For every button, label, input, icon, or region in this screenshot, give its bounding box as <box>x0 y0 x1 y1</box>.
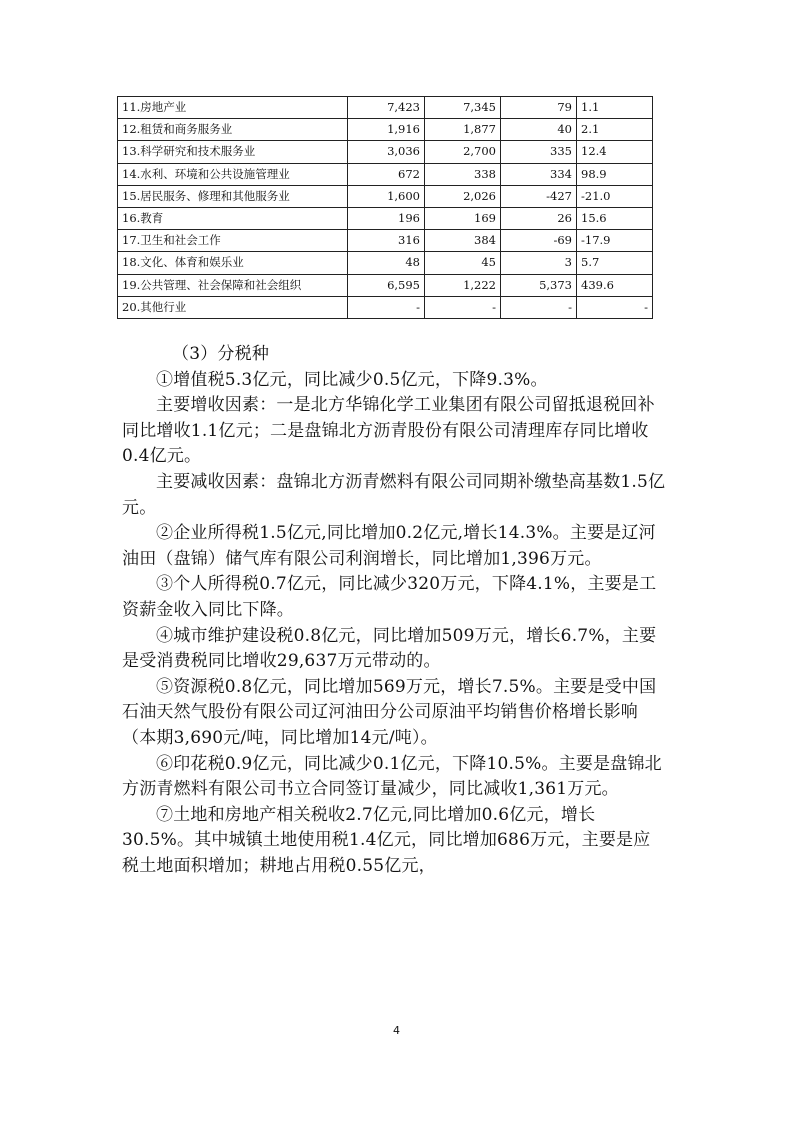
value-current: - <box>348 296 425 318</box>
paragraph-increase-factors: 主要增收因素：一是北方华锦化学工业集团有限公司留抵退税回补同比增收1.1亿元；二是盘锦北方沥青股份有限公司清理库存同比增收0.4亿元。 <box>122 395 655 467</box>
value-change: 5,373 <box>501 274 577 296</box>
table-row <box>118 230 653 252</box>
paragraph-stamp-tax: ⑥印花税0.9亿元，同比减少0.1亿元，下降10.5%。主要是盘锦北方沥青燃料有限公司书立合同签订量减少，同比减收1,361万元。 <box>122 753 662 800</box>
value-percent: 98.9 <box>577 163 653 185</box>
value-previous: 384 <box>425 230 501 252</box>
paragraph-vat: ①增值税5.3亿元，同比减少0.5亿元，下降9.3%。 <box>156 369 548 390</box>
row-label: 13.科学研究和技术服务业 <box>118 141 348 163</box>
table-row <box>118 141 653 163</box>
value-percent: -21.0 <box>577 185 653 207</box>
value-change: 40 <box>501 119 577 141</box>
value-previous: 338 <box>425 163 501 185</box>
paragraph-decrease-factors: 主要减收因素：盘锦北方沥青燃料有限公司同期补缴垫高基数1.5亿元。 <box>122 471 666 518</box>
value-current: 316 <box>348 230 425 252</box>
value-percent: 12.4 <box>577 141 653 163</box>
value-current: 7,423 <box>348 97 425 119</box>
value-previous: 1,222 <box>425 274 501 296</box>
tax-analysis-text <box>122 342 667 879</box>
value-change: -427 <box>501 185 577 207</box>
table-row <box>118 207 653 229</box>
paragraph-land-property-tax: ⑦土地和房地产相关税收2.7亿元,同比增加0.6亿元，增长30.5%。其中城镇土地使用税1.4亿元，同比增加686万元，主要是应税土地面积增加；耕地占用税0.55亿元， <box>122 804 651 876</box>
table-row <box>118 163 653 185</box>
row-label: 12.租赁和商务服务业 <box>118 119 348 141</box>
value-change: - <box>501 296 577 318</box>
table-row <box>118 185 653 207</box>
value-percent: 15.6 <box>577 207 653 229</box>
paragraph-personal-income-tax: ③个人所得税0.7亿元，同比减少320万元，下降4.1%，主要是工资薪金收入同比下降。 <box>122 574 657 620</box>
paragraph-resource-tax: ⑤资源税0.8亿元，同比增加569万元，增长7.5%。主要是受中国石油天然气股份有限公司辽河油田分公司原油平均销售价格增长影响（本期3,690元/吨，同比增加14元/吨）。 <box>122 676 657 748</box>
row-label: 15.居民服务、修理和其他服务业 <box>118 185 348 207</box>
value-previous: 2,026 <box>425 185 501 207</box>
table-row <box>118 274 653 296</box>
industry-tax-table <box>117 96 653 319</box>
value-percent: 2.1 <box>577 119 653 141</box>
value-previous: 2,700 <box>425 141 501 163</box>
value-change: 3 <box>501 252 577 274</box>
value-percent: - <box>577 296 653 318</box>
value-percent: 1.1 <box>577 97 653 119</box>
section-heading: （3）分税种 <box>172 344 270 364</box>
value-current: 196 <box>348 207 425 229</box>
value-current: 3,036 <box>348 141 425 163</box>
value-percent: 5.7 <box>577 252 653 274</box>
value-change: 79 <box>501 97 577 119</box>
value-previous: 169 <box>425 207 501 229</box>
value-change: 26 <box>501 207 577 229</box>
row-label: 16.教育 <box>118 207 348 229</box>
paragraph-corporate-income-tax: ②企业所得税1.5亿元,同比增加0.2亿元,增长14.3%。主要是辽河油田（盘锦）储气库有限公司利润增长，同比增加1,396万元。 <box>122 523 656 569</box>
table-row <box>118 97 653 119</box>
value-percent: -17.9 <box>577 230 653 252</box>
value-change: 335 <box>501 141 577 163</box>
value-current: 6,595 <box>348 274 425 296</box>
value-previous: - <box>425 296 501 318</box>
row-label: 18.文化、体育和娱乐业 <box>118 252 348 274</box>
table-row <box>118 296 653 318</box>
value-change: -69 <box>501 230 577 252</box>
value-percent: 439.6 <box>577 274 653 296</box>
row-label: 17.卫生和社会工作 <box>118 230 348 252</box>
value-change: 334 <box>501 163 577 185</box>
value-previous: 7,345 <box>425 97 501 119</box>
page-number: 4 <box>393 1024 400 1037</box>
table-row <box>118 252 653 274</box>
row-label: 20.其他行业 <box>118 296 348 318</box>
table-row <box>118 119 653 141</box>
value-previous: 45 <box>425 252 501 274</box>
row-label: 14.水利、环境和公共设施管理业 <box>118 163 348 185</box>
value-current: 1,600 <box>348 185 425 207</box>
paragraph-urban-maintenance-tax: ④城市维护建设税0.8亿元，同比增加509万元，增长6.7%，主要是受消费税同比增收29,637万元带动的。 <box>122 625 657 672</box>
value-current: 672 <box>348 163 425 185</box>
value-current: 48 <box>348 252 425 274</box>
value-previous: 1,877 <box>425 119 501 141</box>
value-current: 1,916 <box>348 119 425 141</box>
row-label: 11.房地产业 <box>118 97 348 119</box>
row-label: 19.公共管理、社会保障和社会组织 <box>118 274 348 296</box>
